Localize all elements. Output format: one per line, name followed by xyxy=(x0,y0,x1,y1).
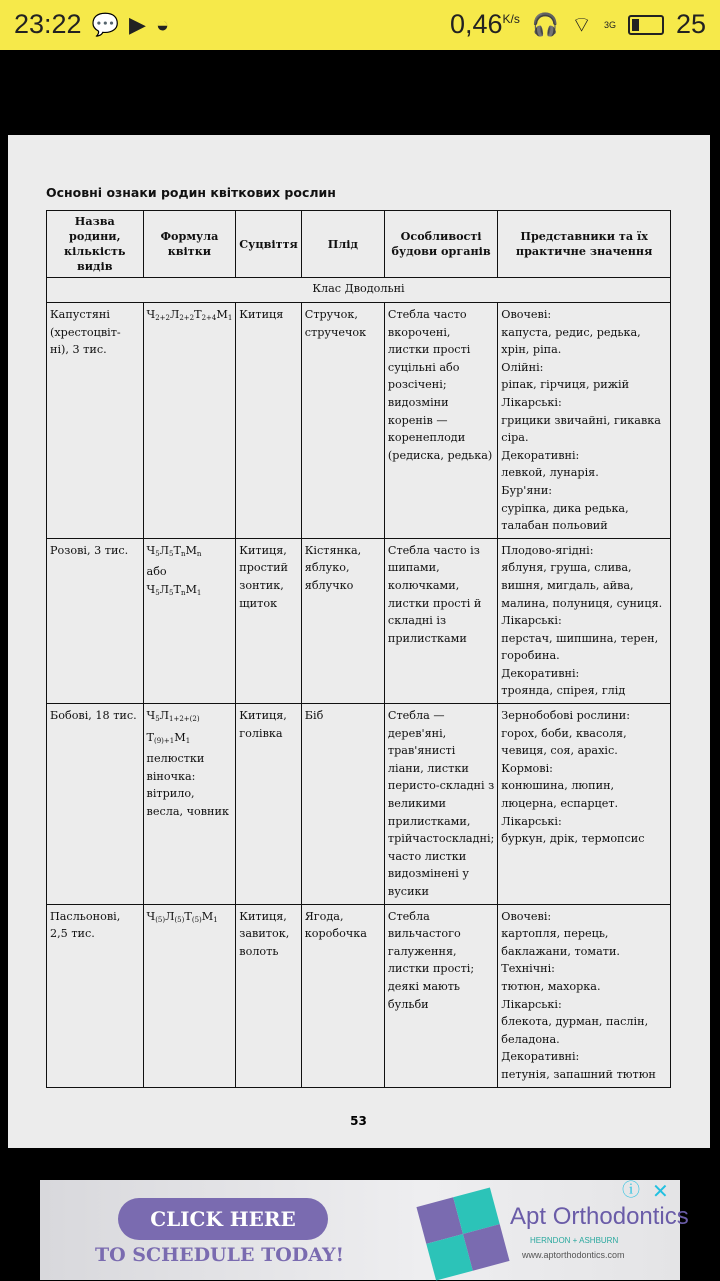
formula-symbol: або xyxy=(146,565,167,579)
representative-category: Зернобобові рослини: xyxy=(501,709,631,723)
representative-list: суріпка, дика редька, талабан польовий xyxy=(501,501,629,533)
formula-symbol: М xyxy=(216,308,228,321)
families-table xyxy=(46,210,671,1088)
formula-subscript: n xyxy=(180,549,186,558)
formula-symbol: М xyxy=(185,543,197,557)
net-unit: K/s xyxy=(502,12,520,26)
representative-category: Декоративні: xyxy=(501,666,580,680)
class-label: Клас Дводольні xyxy=(47,278,671,303)
fruit: Ягода, коробочка xyxy=(301,904,384,1087)
representatives xyxy=(498,303,671,539)
headset-icon: 🎧 xyxy=(531,11,560,37)
ad-close-icon[interactable]: ✕ xyxy=(652,1179,669,1203)
organ-features: Стебла часто вкорочені, листки прості суцільні або розсічені; видозміни коренів — коренеплоди (редиска, редька) xyxy=(384,303,497,539)
formula-line xyxy=(147,306,233,328)
table-header xyxy=(47,211,671,278)
signal-3g-icon: 3G xyxy=(603,19,616,30)
formula-symbol: Ч xyxy=(146,543,156,557)
formula-line xyxy=(147,908,233,930)
ad-banner[interactable] xyxy=(40,1179,689,1280)
flower-formula xyxy=(143,538,236,703)
representative-list: капуста, редис, редька, хрін, ріпа. xyxy=(501,325,641,357)
formula-subscript: n xyxy=(196,549,202,558)
page-number: 53 xyxy=(350,1113,367,1128)
formula-symbol: Ч xyxy=(146,582,156,596)
formula-symbol: М xyxy=(201,909,214,923)
formula-symbol: М xyxy=(185,582,197,596)
formula-line xyxy=(147,707,233,729)
representative-list: левкой, лунарія. xyxy=(501,466,599,480)
family-name: Пасльонові, 2,5 тис. xyxy=(47,904,144,1087)
ad-locations: HERNDON + ASHBURN xyxy=(530,1236,619,1245)
formula-subscript: 5 xyxy=(169,549,174,558)
representative-category: Декоративні: xyxy=(501,1050,580,1064)
formula-symbol: Л xyxy=(159,709,169,723)
column-header: Плід xyxy=(301,211,384,278)
representative-category: Олійні: xyxy=(501,360,544,374)
status-bar xyxy=(0,0,720,50)
formula-subscript: 5 xyxy=(155,588,160,597)
inflorescence: Китиця xyxy=(236,303,301,539)
formula-symbol: Л xyxy=(159,543,169,557)
formula-subscript: 1+2+(2) xyxy=(169,715,200,724)
family-name: Розові, 3 тис. xyxy=(47,538,144,703)
representative-list: картопля, перець, баклажани, томати. xyxy=(501,927,620,958)
formula-subscript: 2+2 xyxy=(155,314,170,322)
play-icon: ▶ xyxy=(128,11,146,37)
formula-subscript: (5) xyxy=(191,915,202,924)
representative-list: перстач, шипшина, терен, горобина. xyxy=(501,631,659,663)
sync-icon: ◒ xyxy=(155,11,170,37)
representative-category: Лікарські: xyxy=(501,614,562,628)
representative-list: грицики звичайні, гикавка сіра. xyxy=(501,413,661,445)
inflorescence: Китиця, простий зонтик, щиток xyxy=(236,538,301,703)
formula-subscript: n xyxy=(180,588,186,597)
battery-icon xyxy=(628,15,664,35)
formula-symbol: Л xyxy=(159,582,169,596)
family-name: Капустяні (хрестоцвіт-ні), 3 тис. xyxy=(47,303,144,539)
representative-list: петунія, запашний тютюн xyxy=(501,1067,656,1081)
formula-subscript: 2+2 xyxy=(179,314,195,322)
message-icon: 💬 xyxy=(91,11,119,37)
inflorescence: Китиця, голівка xyxy=(236,704,301,905)
inflorescence: Китиця, завиток, волоть xyxy=(236,904,301,1087)
formula-symbol: Т xyxy=(194,308,202,321)
formula-line xyxy=(147,729,233,751)
wifi-icon: ⌔ xyxy=(571,11,592,37)
formula-symbol: Т xyxy=(173,543,181,557)
representative-category: Декоративні: xyxy=(501,448,580,462)
representative-list: яблуня, груша, слива, вишня, мигдаль, айва, малина, полуниця, суниця. xyxy=(501,561,663,610)
representatives xyxy=(498,538,671,703)
formula-symbol: Т xyxy=(184,909,192,923)
ad-tagline: TO SCHEDULE TODAY! xyxy=(95,1244,344,1266)
formula-subscript: 1 xyxy=(185,736,191,745)
formula-subscript: 5 xyxy=(155,549,160,558)
representatives xyxy=(498,704,671,905)
representative-category: Лікарські: xyxy=(501,997,562,1011)
organ-features: Стебла — дерев'яні, трав'янисті ліани, листки перисто-складні з великими прилистками, трійчастоскладні; часто листки видозмінені у вусики xyxy=(384,704,497,905)
representative-category: Лікарські: xyxy=(501,814,562,828)
ad-info-icon[interactable]: ⓘ xyxy=(622,1180,640,1201)
flower-formula xyxy=(143,303,236,539)
fruit: Кістянка, яблуко, яблучко xyxy=(301,538,384,703)
class-row xyxy=(47,278,671,303)
formula-symbol: М xyxy=(174,730,186,744)
formula-subscript: (5) xyxy=(174,915,185,924)
ad-url: www.aptorthodontics.com xyxy=(522,1250,625,1260)
column-header: Назва родини, кількість видів xyxy=(47,211,144,278)
representative-list: тютюн, махорка. xyxy=(501,979,601,993)
ad-logo xyxy=(416,1187,509,1280)
representative-category: Овочеві: xyxy=(501,909,552,923)
representative-list: троянда, спірея, глід xyxy=(501,684,626,698)
formula-line xyxy=(147,563,233,581)
ad-brand: Apt Orthodontics xyxy=(510,1203,689,1230)
column-header: Формула квітки xyxy=(143,211,236,278)
clock: 23:22 xyxy=(14,9,82,39)
family-name: Бобові, 18 тис. xyxy=(47,704,144,905)
formula-subscript: (9)+1 xyxy=(154,736,175,745)
formula-note: пелюстки віночка: вітрило, весла, човник xyxy=(146,752,229,819)
representative-category: Бур'яни: xyxy=(501,483,553,497)
ad-click-here-button[interactable]: CLICK HERE xyxy=(118,1198,328,1240)
representative-category: Овочеві: xyxy=(501,308,552,321)
column-header: Особливості будови органів xyxy=(384,211,497,278)
battery-level: 25 xyxy=(675,9,706,39)
flower-formula xyxy=(143,904,236,1087)
representative-list: ріпак, гірчиця, рижій xyxy=(501,378,630,392)
fruit: Біб xyxy=(301,704,384,905)
table-row xyxy=(47,538,671,703)
formula-symbol: Л xyxy=(169,308,180,321)
representative-category: Технічні: xyxy=(501,962,555,976)
formula-symbol: Ч xyxy=(146,709,156,723)
table-row xyxy=(47,704,671,905)
flower-formula xyxy=(143,704,236,905)
formula-line xyxy=(147,542,233,564)
formula-subscript: 1 xyxy=(196,588,202,597)
page-title: Основні ознаки родин квіткових рослин xyxy=(46,185,336,200)
organ-features: Стебла часто із шипами, колючками, листки прості й складні із прилистками xyxy=(384,538,497,703)
table-row xyxy=(47,303,671,539)
table-row xyxy=(47,904,671,1087)
representative-category: Кормові: xyxy=(501,761,553,775)
formula-subscript: (5) xyxy=(155,915,166,924)
formula-symbol: Ч xyxy=(146,308,156,321)
representative-list: горох, боби, квасоля, чевиця, соя, арахіс. xyxy=(501,726,627,758)
net-speed: $0,46^{K/s}$ xyxy=(449,9,520,39)
representative-category: Плодово-ягідні: xyxy=(501,543,594,557)
formula-symbol: Т xyxy=(173,582,181,596)
representative-list: конюшина, люпин, люцерна, еспарцет. xyxy=(501,779,619,811)
formula-subscript: 5 xyxy=(155,715,160,724)
formula-symbol: Ч xyxy=(146,909,156,923)
representative-list: блекота, дурман, паслін, беладона. xyxy=(501,1015,649,1046)
formula-symbol: Л xyxy=(165,909,175,923)
representative-list: буркун, дрік, термопсис xyxy=(501,832,645,846)
fruit: Стручок, стручечок xyxy=(301,303,384,539)
column-header: Суцвіття xyxy=(236,211,301,278)
formula-subscript: 1 xyxy=(213,915,218,924)
organ-features: Стебла вильчастого галуження, листки прості; деякі мають бульби xyxy=(384,904,497,1087)
representatives xyxy=(498,904,671,1087)
formula-line xyxy=(147,581,233,603)
formula-subscript: 5 xyxy=(169,588,174,597)
formula-symbol: Т xyxy=(146,730,154,744)
formula-subscript: 1 xyxy=(227,314,233,322)
column-header: Представники та їх практичне значення xyxy=(498,211,671,278)
representative-category: Лікарські: xyxy=(501,395,562,409)
formula-subscript: 2+4 xyxy=(201,314,217,322)
document-page[interactable] xyxy=(8,135,710,1148)
